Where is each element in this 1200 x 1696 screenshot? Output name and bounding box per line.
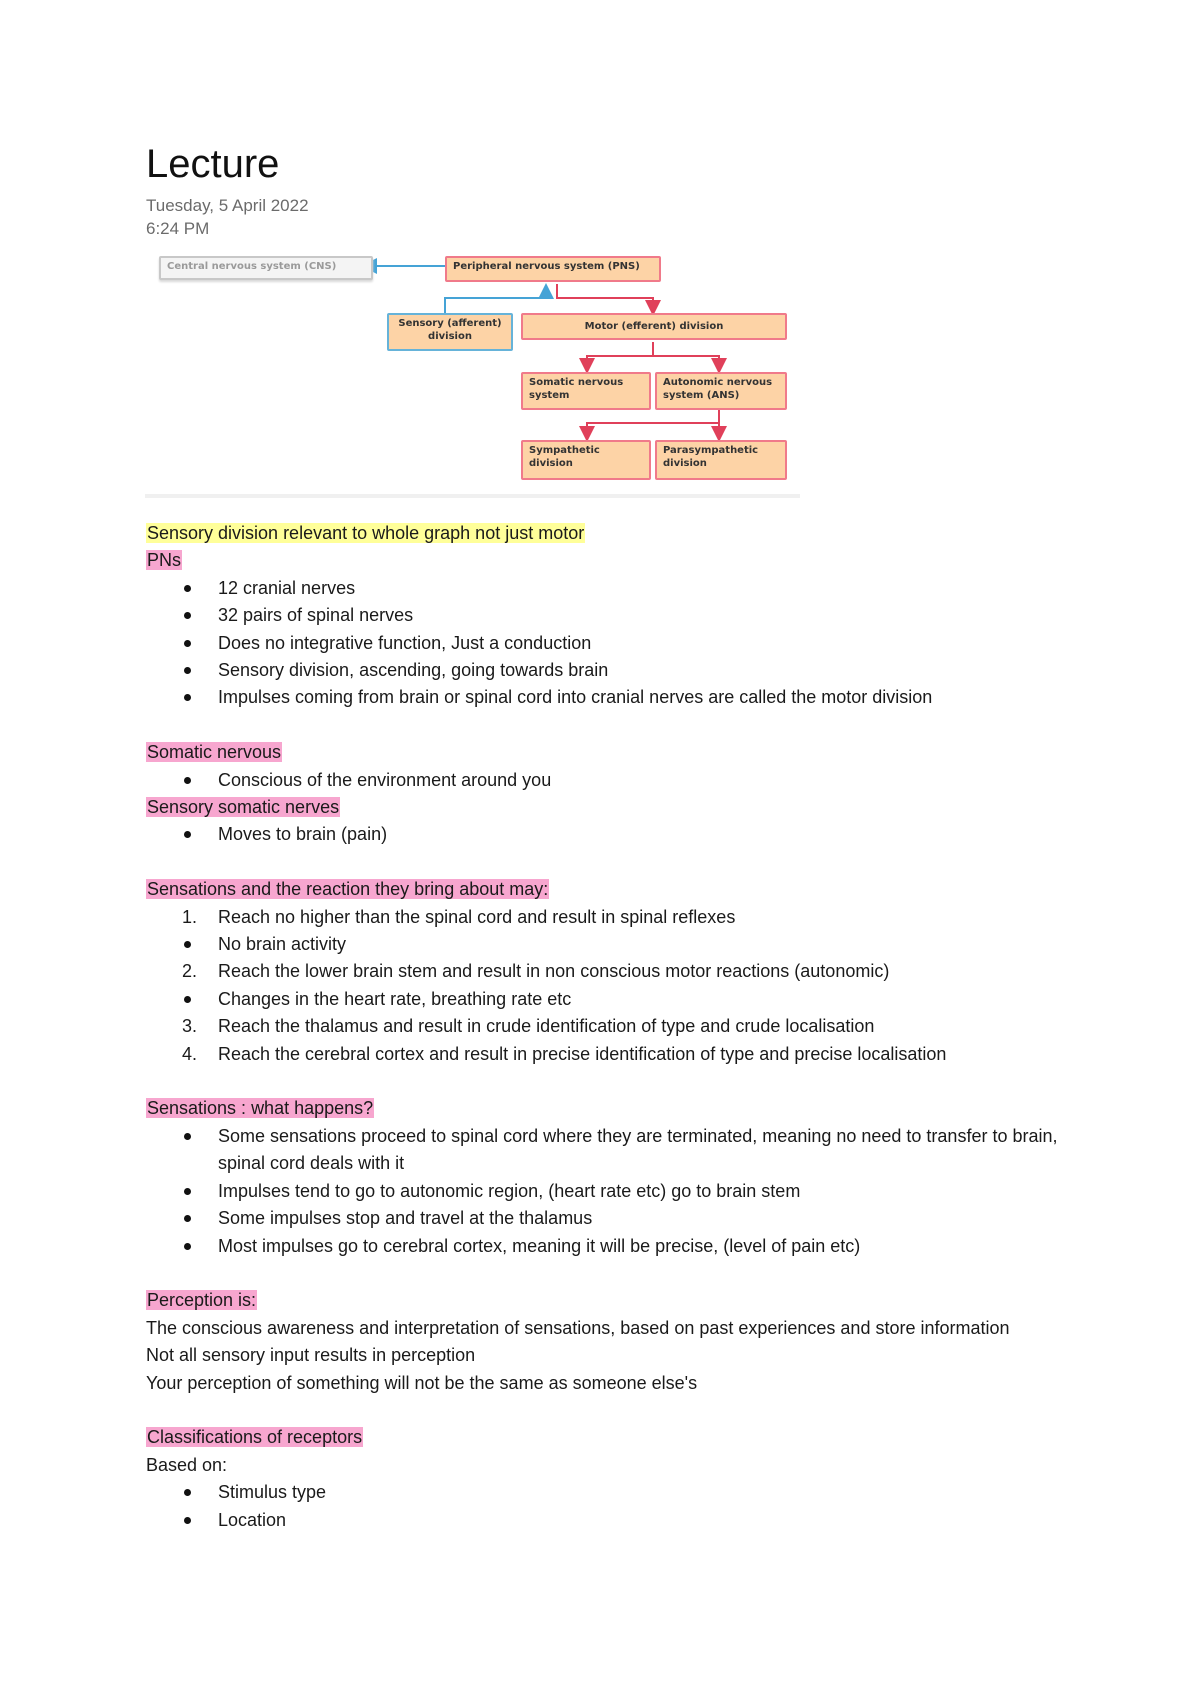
note-date: Tuesday, 5 April 2022: [146, 196, 309, 215]
list-item: Impulses coming from brain or spinal cord into cranial nerves are called the motor division: [218, 687, 933, 708]
classifications-heading: [146, 1424, 1066, 1451]
list-item: Sensory division, ascending, going towards brain: [218, 660, 609, 681]
list-item: Conscious of the environment around you: [218, 769, 552, 790]
sensory-somatic-list: [146, 821, 1066, 848]
efferent-arrow-to-somatic: [587, 342, 653, 370]
perception-heading: [146, 1287, 1066, 1314]
diagram-pns-box: Peripheral nervous system (PNS): [445, 256, 661, 282]
efferent-arrow-to-sympathetic: [587, 409, 719, 438]
what-happens-list: [146, 1123, 1066, 1260]
classifications-intro: Based on:: [146, 1454, 228, 1475]
reactions-heading: [146, 876, 1066, 903]
notes-body: [146, 520, 1066, 1534]
what-happens-heading: [146, 1095, 1066, 1122]
list-item: Stimulus type: [218, 1482, 327, 1503]
diagram-sympathetic-box: Sympathetic division: [521, 440, 651, 480]
list-item: Moves to brain (pain): [218, 824, 388, 845]
list-item: Location: [218, 1509, 287, 1530]
diagram-motor-box: Motor (efferent) division: [521, 313, 787, 340]
list-item: 4. Reach the cerebral cortex and result in precise identification of type and precise localisation: [182, 1043, 947, 1064]
list-item: No brain activity: [218, 934, 347, 955]
somatic-heading-text: Somatic nervous: [147, 742, 282, 763]
diagram-parasympathetic-box: Parasympathetic division: [655, 440, 787, 480]
perception-line: Not all sensory input results in perception: [146, 1345, 476, 1366]
pns-list: [146, 575, 1066, 712]
list-item: 2. Reach the lower brain stem and result in non conscious motor reactions (autonomic): [182, 961, 890, 982]
pns-heading-text: PNs: [147, 550, 182, 571]
page-title: Lecture: [146, 142, 280, 186]
list-item: 12 cranial nerves: [218, 577, 356, 598]
somatic-list: [146, 767, 1066, 794]
intro-highlight: Sensory division relevant to whole graph not just motor: [147, 523, 585, 543]
list-item: 1. Reach no higher than the spinal cord and result in spinal reflexes: [182, 906, 736, 927]
diagram-cns-box: Central nervous system (CNS): [159, 256, 373, 280]
diagram-somatic-box: Somatic nervous system: [521, 372, 651, 410]
list-item: Some impulses stop and travel at the thalamus: [218, 1208, 593, 1229]
somatic-heading: [146, 739, 1066, 766]
reactions-heading-text: Sensations and the reaction they bring about may:: [147, 879, 549, 900]
classifications-list: [146, 1479, 1066, 1534]
intro-note: [146, 520, 1066, 547]
perception-line: Your perception of something will not be the same as someone else's: [146, 1372, 698, 1393]
pns-heading: [146, 547, 1066, 574]
list-item: Does no integrative function, Just a conduction: [218, 632, 592, 653]
efferent-arrow-to-autonomic: [653, 356, 719, 370]
note-time: 6:24 PM: [146, 219, 210, 238]
diagram-sensory-box: Sensory (afferent) division: [387, 313, 513, 351]
what-happens-heading-text: Sensations : what happens?: [147, 1098, 374, 1119]
perception-heading-text: Perception is:: [147, 1290, 257, 1311]
list-item: 3. Reach the thalamus and result in crude identification of type and crude localisation: [182, 1016, 875, 1037]
list-item: 32 pairs of spinal nerves: [218, 605, 414, 626]
sensory-somatic-heading: [146, 794, 1066, 821]
diagram-autonomic-box: Autonomic nervous system (ANS): [655, 372, 787, 410]
classifications-heading-text: Classifications of receptors: [147, 1427, 363, 1448]
list-item: Most impulses go to cerebral cortex, meaning it will be precise, (level of pain etc): [218, 1235, 861, 1256]
list-item: Changes in the heart rate, breathing rate etc: [218, 988, 572, 1009]
reactions-list: [146, 904, 1066, 1068]
efferent-arrow-to-motor: [557, 284, 653, 312]
perception-line: The conscious awareness and interpretation of sensations, based on past experiences and store information: [146, 1317, 1010, 1338]
nervous-system-diagram: [145, 250, 800, 498]
sensory-somatic-heading-text: Sensory somatic nerves: [147, 797, 340, 818]
list-item: Impulses tend to go to autonomic region, (heart rate etc) go to brain stem: [218, 1180, 801, 1201]
list-item: Some sensations proceed to spinal cord where they are terminated, meaning no need to transfer to brain, spinal cord deals with it: [218, 1125, 1058, 1174]
